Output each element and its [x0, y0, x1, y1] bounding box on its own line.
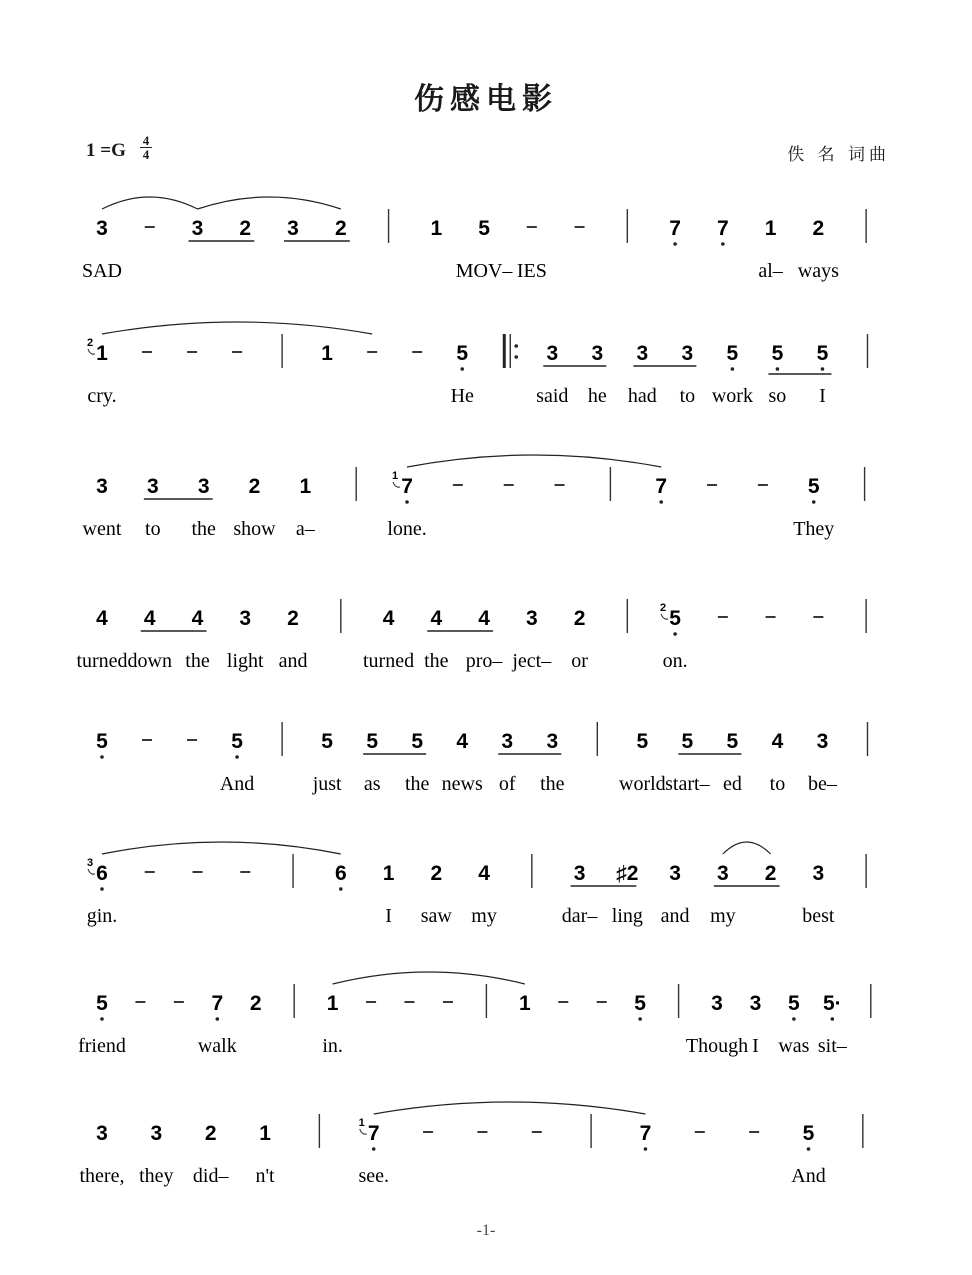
note: 4: [478, 862, 490, 885]
note: 1: [299, 475, 312, 498]
grace-note: 1: [358, 1117, 365, 1129]
slur: [102, 322, 372, 334]
note: 5: [96, 730, 108, 753]
lyric-word: n't: [255, 1165, 275, 1187]
lyric-word: just: [312, 773, 342, 795]
note: 1: [96, 342, 108, 365]
note: 3: [525, 607, 538, 630]
note: 5: [96, 992, 108, 1015]
note: 1: [326, 992, 339, 1015]
lyric-word: to: [145, 518, 161, 540]
note: 2: [239, 217, 252, 240]
octave-dot-below: [792, 1017, 796, 1021]
lyric-word: show: [233, 518, 276, 540]
note: 3: [816, 730, 829, 753]
lyric-word: the: [424, 650, 449, 672]
lyric-word: world: [619, 773, 666, 795]
lyric-word: said: [536, 385, 569, 407]
lyric-word: gin.: [86, 905, 118, 927]
note: 5: [669, 607, 681, 630]
note: 3: [197, 475, 210, 498]
repeat-dot: [514, 344, 518, 348]
note: 3: [96, 1122, 108, 1145]
note: 2: [430, 862, 443, 885]
note: 3: [812, 862, 825, 885]
note: 5·: [822, 992, 842, 1015]
note: 4: [96, 607, 108, 630]
lyric-word: MOV–: [455, 260, 513, 282]
lyric-word: dar–: [561, 905, 598, 927]
grace-slur: [360, 1129, 367, 1134]
note: 2: [334, 217, 347, 240]
slur: [102, 197, 198, 209]
note: 3: [96, 475, 108, 498]
lyric-word: news: [441, 773, 483, 795]
lyric-word: cry.: [87, 385, 117, 407]
lyric-word: walk: [197, 1035, 237, 1057]
note: 5: [366, 730, 379, 753]
lyric-word: and: [278, 650, 308, 672]
note: 4: [456, 730, 469, 753]
lyric-word: did–: [192, 1165, 229, 1187]
grace-note: 2: [86, 337, 94, 349]
note: 2: [812, 217, 825, 240]
lyric-word: as: [363, 773, 381, 795]
lyric-word: in.: [322, 1035, 343, 1057]
note: 3: [681, 342, 694, 365]
lyric-word: And: [791, 1165, 826, 1187]
lyric-word: And: [219, 773, 255, 795]
note: 5: [456, 342, 469, 365]
note: 5: [726, 342, 739, 365]
octave-dot-below: [235, 755, 239, 759]
note: 5: [726, 730, 739, 753]
lyric-word: SAD: [81, 260, 123, 282]
lyric-word: light: [226, 650, 264, 672]
octave-dot-below: [460, 367, 464, 371]
note: 3: [711, 992, 723, 1015]
note: 3: [669, 862, 681, 885]
note: 3: [636, 342, 649, 365]
author-credit: 佚 名 词曲: [787, 145, 890, 165]
lyric-word: a–: [295, 518, 315, 540]
note: 3: [191, 217, 204, 240]
key-signature: 1 =G: [86, 140, 126, 161]
lyric-word: to: [679, 385, 696, 407]
slur: [374, 1102, 646, 1114]
note: 2: [204, 1122, 217, 1145]
octave-dot-below: [372, 1147, 376, 1151]
lyric-word: ways: [797, 260, 839, 282]
octave-dot-below: [807, 1147, 811, 1151]
lyric-word: the: [540, 773, 565, 795]
note: 5: [771, 342, 784, 365]
note: 3: [546, 730, 559, 753]
octave-dot-below: [731, 367, 735, 371]
lyric-word: to: [769, 773, 786, 795]
lyric-word: IES: [516, 260, 547, 282]
octave-dot-below: [673, 242, 677, 246]
page-title: 伤感电影: [414, 82, 558, 117]
note: 7: [401, 475, 413, 498]
note: 5: [636, 730, 649, 753]
lyric-word: went: [82, 518, 122, 540]
octave-dot-below: [776, 367, 780, 371]
octave-dot-below: [405, 500, 409, 504]
note: 5: [816, 342, 829, 365]
note: 7: [639, 1122, 652, 1145]
time-signature-bottom: 4: [142, 147, 150, 162]
note: 3: [573, 862, 586, 885]
lyric-word: and: [660, 905, 690, 927]
repeat-dot: [514, 355, 518, 359]
octave-dot-below: [812, 500, 816, 504]
slur: [407, 455, 661, 467]
note: 7: [211, 992, 224, 1015]
grace-slur: [393, 482, 400, 487]
lyric-word: I: [819, 385, 826, 407]
lyric-word: my: [710, 905, 736, 927]
note: 7: [367, 1122, 380, 1145]
grace-note: 1: [391, 470, 399, 482]
lyric-word: he: [587, 385, 607, 407]
lyric-word: al–: [758, 260, 783, 282]
note: 4: [382, 607, 395, 630]
note: 4: [191, 607, 204, 630]
slur: [333, 972, 525, 984]
lyric-word: ed: [722, 773, 742, 795]
note: 3: [749, 992, 762, 1015]
grace-note: 2: [660, 602, 667, 614]
note: 1: [382, 862, 395, 885]
slur: [723, 842, 771, 854]
lyric-word: on.: [662, 650, 688, 672]
octave-dot-below: [100, 1017, 104, 1021]
note: 4: [143, 607, 156, 630]
lyric-word: He: [450, 385, 474, 407]
note: 5: [231, 730, 243, 753]
note: 6: [334, 862, 347, 885]
lyric-word: I: [385, 905, 392, 927]
lyric-word: I: [752, 1035, 759, 1057]
lyric-word: so: [768, 385, 787, 407]
lyric-word: or: [571, 650, 588, 672]
note: 7: [717, 217, 729, 240]
note: 3: [96, 217, 108, 240]
grace-note: 3: [86, 857, 94, 869]
note: 2: [764, 862, 777, 885]
lyric-word: friend: [78, 1035, 126, 1057]
note: 4: [771, 730, 784, 753]
time-signature-top: 4: [142, 133, 150, 148]
lyric-word: the: [191, 518, 216, 540]
note: 3: [546, 342, 559, 365]
note: 5: [411, 730, 424, 753]
note: 4: [430, 607, 443, 630]
note: 5: [321, 730, 333, 753]
note: 3: [717, 862, 729, 885]
lyric-word: pro–: [465, 650, 503, 672]
lyric-word: had: [627, 385, 657, 407]
octave-dot-below: [659, 500, 663, 504]
page-number: -1-: [476, 1222, 496, 1239]
octave-dot-below: [673, 632, 677, 636]
note: 4: [478, 607, 490, 630]
lyric-word: saw: [420, 905, 452, 927]
note: 2: [248, 475, 261, 498]
lyric-word: Though: [685, 1035, 749, 1057]
lyric-word: my: [471, 905, 497, 927]
octave-dot-below: [638, 1017, 642, 1021]
note: ♯2: [616, 862, 639, 885]
note: 3: [287, 217, 299, 240]
lyric-word: lone.: [387, 518, 427, 540]
octave-dot-below: [644, 1147, 648, 1151]
lyric-word: was: [778, 1035, 810, 1057]
note: 3: [501, 730, 514, 753]
octave-dot-below: [721, 242, 725, 246]
lyric-word: sit–: [817, 1035, 847, 1057]
note: 5: [802, 1122, 815, 1145]
note: 7: [669, 217, 681, 240]
lyric-word: work: [711, 385, 753, 407]
slur: [198, 197, 341, 209]
lyric-word: the: [185, 650, 210, 672]
note: 3: [591, 342, 604, 365]
lyric-word: ject–: [512, 650, 552, 672]
octave-dot-below: [100, 887, 104, 891]
slur: [102, 842, 341, 854]
note: 6: [96, 862, 108, 885]
lyric-word: ling: [611, 905, 643, 927]
lyric-word: start–: [665, 773, 710, 795]
note: 1: [430, 217, 443, 240]
lyric-word: best: [802, 905, 835, 927]
note: 5: [478, 217, 490, 240]
lyric-word: they: [139, 1165, 174, 1187]
note: 5: [788, 992, 800, 1015]
grace-slur: [88, 349, 95, 354]
lyric-word: be–: [808, 773, 837, 795]
lyric-word: turned: [362, 650, 415, 672]
lyric-word: They: [793, 518, 835, 540]
note: 2: [249, 992, 262, 1015]
octave-dot-below: [831, 1017, 835, 1021]
lyric-word: see.: [358, 1165, 389, 1187]
note: 3: [239, 607, 252, 630]
lyric-word: the: [404, 773, 430, 795]
note: 1: [321, 342, 333, 365]
lyric-word: of: [498, 773, 516, 795]
note: 1: [259, 1122, 271, 1145]
note: 5: [807, 475, 820, 498]
note: 3: [146, 475, 159, 498]
note: 5: [681, 730, 694, 753]
grace-slur: [661, 614, 668, 619]
note: 5: [634, 992, 646, 1015]
note: 1: [764, 217, 777, 240]
octave-dot-below: [216, 1017, 220, 1021]
note: 2: [287, 607, 299, 630]
lyric-word: down: [127, 650, 172, 672]
note: 3: [150, 1122, 163, 1145]
octave-dot-below: [821, 367, 825, 371]
note: 1: [518, 992, 531, 1015]
note: 7: [655, 475, 668, 498]
lyric-word: there,: [79, 1165, 125, 1187]
lyric-word: turned: [76, 650, 128, 672]
octave-dot-below: [100, 755, 104, 759]
grace-slur: [88, 869, 95, 874]
octave-dot-below: [339, 887, 343, 891]
note: 2: [573, 607, 586, 630]
